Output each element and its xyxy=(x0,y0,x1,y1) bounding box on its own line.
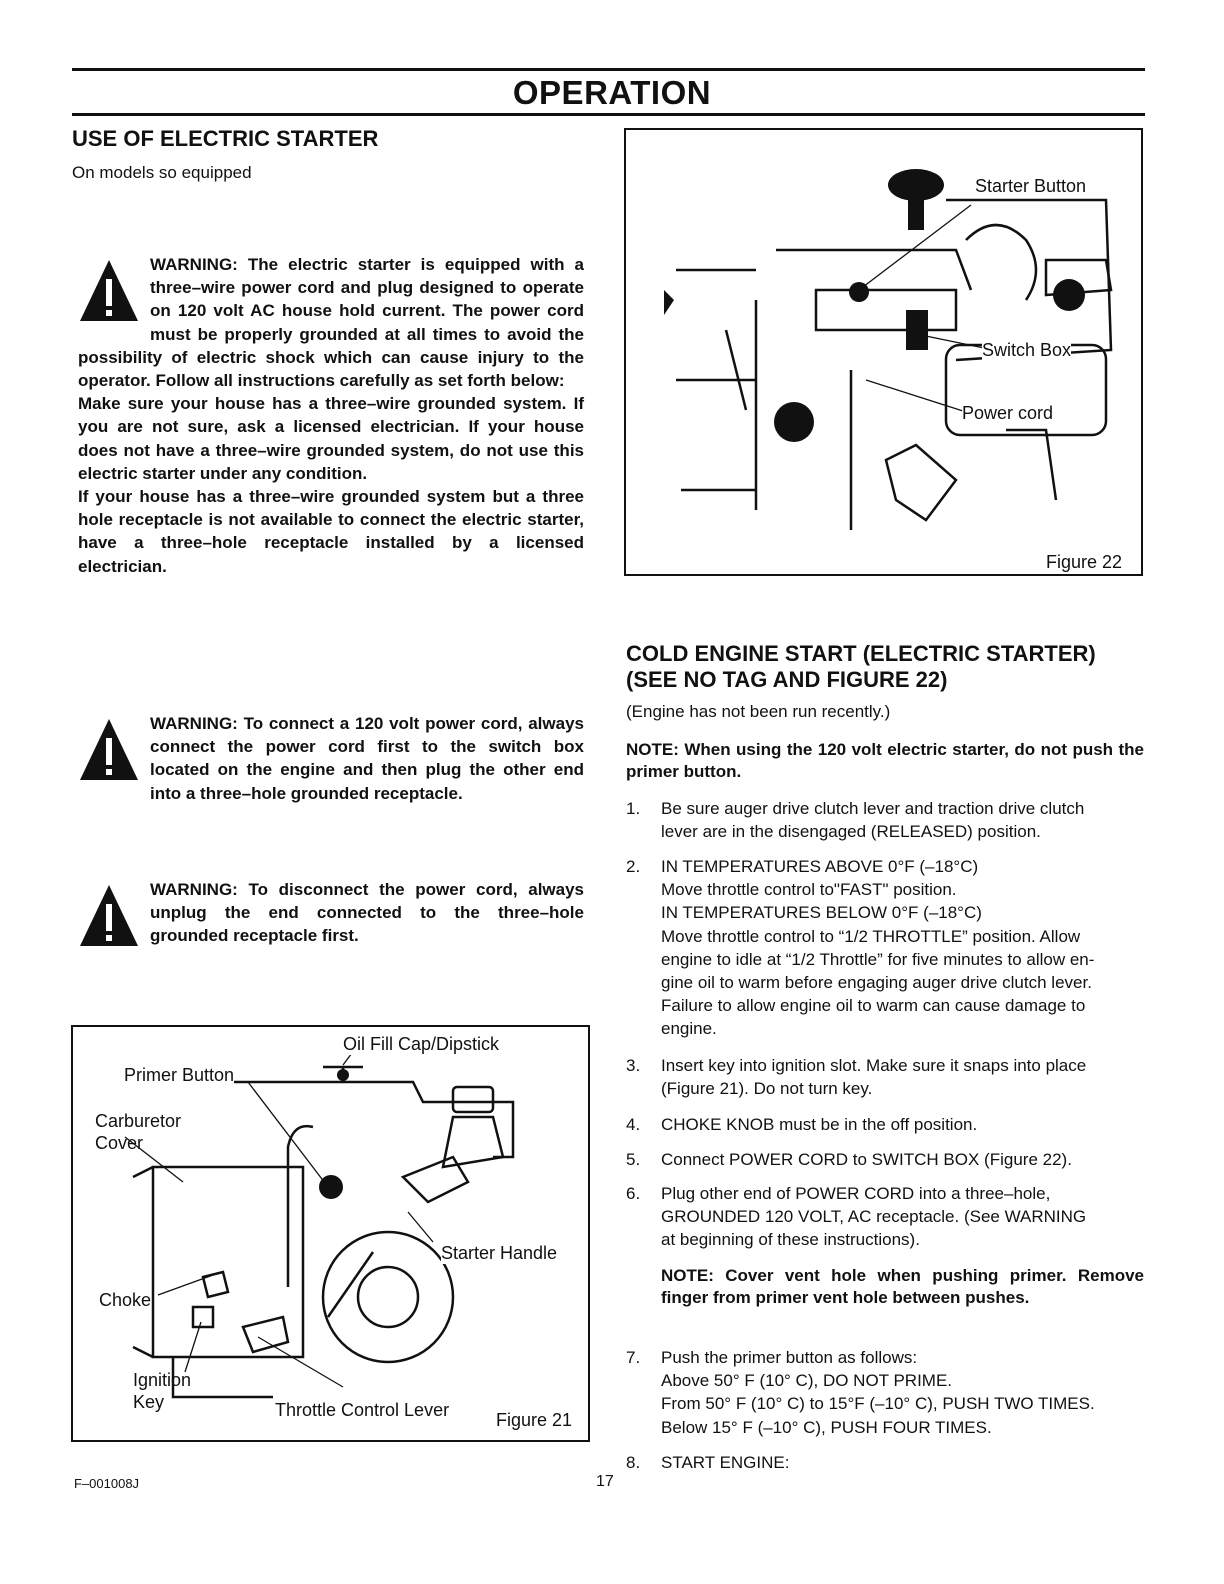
step-item xyxy=(626,1054,1144,1100)
figure-22 xyxy=(624,128,1143,576)
label-throttle-control-lever: Throttle Control Lever xyxy=(275,1400,450,1420)
step-number: 8. xyxy=(626,1453,641,1472)
step-line: Plug other end of POWER CORD into a three–hole, xyxy=(661,1184,1051,1203)
warning-text: If your house has a three–wire grounded system but a three hole receptacle is not available to connect the electric starter, have a three–hole receptacle installed by a licensed electrician. xyxy=(78,487,584,576)
step-item xyxy=(626,855,1144,1041)
section-heading-cold-engine-start xyxy=(626,641,1144,693)
label-starter-handle: Starter Handle xyxy=(441,1243,558,1263)
document-code: F–001008J xyxy=(74,1476,140,1491)
top-rule xyxy=(72,68,1145,71)
label-choke: Choke xyxy=(99,1290,152,1310)
warning-text: WARNING: To connect a 120 volt power cord, always connect the power cord first to the switch box located on the engine and then plug the other end into a three–hole grounded receptacle. xyxy=(150,714,584,803)
step-line: IN TEMPERATURES BELOW 0°F (–18°C) xyxy=(661,903,982,923)
step-line: Connect POWER CORD to SWITCH BOX (Figure 22). xyxy=(661,1150,1072,1169)
step-line: From 50° F (10° C) to 15°F (–10° C), PUSH TWO TIMES. xyxy=(661,1394,1095,1414)
step-item xyxy=(626,797,1144,843)
label-carburetor-cover xyxy=(95,1110,181,1154)
step-number: 5. xyxy=(626,1150,641,1169)
warning-block-1 xyxy=(78,253,584,578)
page-title: OPERATION xyxy=(512,74,712,111)
warning-text: WARNING: To disconnect the power cord, always unplug the end connected to the three–hole grounded receptacle first. xyxy=(150,880,584,946)
step-line: engine. xyxy=(661,1019,717,1039)
step-number: 3. xyxy=(626,1056,641,1075)
step-line: engine to idle at “1/2 Throttle” for five minutes to allow en- xyxy=(661,949,1095,969)
note-vent-hole: NOTE: Cover vent hole when pushing primer. Remove finger from primer vent hole between pushes. xyxy=(661,1266,1144,1307)
label-carburetor-line1: Carburetor xyxy=(95,1111,182,1131)
step-number: 7. xyxy=(626,1348,641,1367)
step-number: 6. xyxy=(626,1184,641,1203)
label-primer-button: Primer Button xyxy=(124,1065,235,1085)
step-number: 1. xyxy=(626,799,641,818)
label-carburetor-line2: Cover xyxy=(95,1133,144,1153)
note-primer: NOTE: When using the 120 volt electric starter, do not push the primer button. xyxy=(626,740,1144,781)
page-number: 17 xyxy=(596,1473,614,1490)
warning-triangle-icon xyxy=(78,257,140,323)
step-line: at beginning of these instructions). xyxy=(661,1230,920,1250)
step-line: Below 15° F (–10° C), PUSH FOUR TIMES. xyxy=(661,1417,992,1437)
warning-block-2 xyxy=(78,712,584,805)
step-number: 4. xyxy=(626,1115,641,1134)
step-line: IN TEMPERATURES ABOVE 0°F (–18°C) xyxy=(661,857,979,876)
step-line: Failure to allow engine oil to warm can cause damage to xyxy=(661,996,1086,1016)
label-oil-fill-cap: Oil Fill Cap/Dipstick xyxy=(343,1034,500,1054)
step-line: GROUNDED 120 VOLT, AC receptacle. (See WARNING xyxy=(661,1207,1087,1227)
section-heading-electric-starter: USE OF ELECTRIC STARTER xyxy=(72,126,379,151)
label-ignition-line2: Key xyxy=(133,1392,165,1412)
label-ignition-key xyxy=(133,1369,191,1413)
figure-22-caption: Figure 22 xyxy=(1046,552,1123,572)
step-item xyxy=(626,1346,1144,1439)
step-line: Be sure auger drive clutch lever and traction drive clutch xyxy=(661,799,1085,818)
step-line: START ENGINE: xyxy=(661,1453,790,1472)
label-power-cord: Power cord xyxy=(962,403,1054,423)
step-item xyxy=(626,1451,1144,1474)
section-subtitle: On models so equipped xyxy=(72,163,252,182)
warning-triangle-icon xyxy=(78,716,140,782)
step-line: gine oil to warm before engaging auger drive clutch lever. xyxy=(661,973,1092,993)
heading-line-1: COLD ENGINE START (ELECTRIC STARTER) xyxy=(626,641,1096,666)
step-item xyxy=(626,1148,1144,1171)
warning-triangle-icon xyxy=(78,882,140,948)
heading-line-2: (SEE NO TAG AND FIGURE 22) xyxy=(626,667,948,692)
step-line: Move throttle control to"FAST" position. xyxy=(661,880,957,900)
step-line: Push the primer button as follows: xyxy=(661,1348,918,1367)
warning-text: WARNING: The electric starter is equipped with a three–wire power cord and plug designed to operate on 120 volt AC house hold current. The power cord must be properly grounded at all times to avoid the possibility of electric shock which can cause injury to the operator. Follow all instructions carefully as set forth below: xyxy=(78,255,584,391)
step-number: 2. xyxy=(626,857,641,876)
label-ignition-line1: Ignition xyxy=(133,1370,192,1390)
figure-21-caption: Figure 21 xyxy=(496,1410,573,1430)
label-starter-button: Starter Button xyxy=(975,176,1087,196)
step-line: CHOKE KNOB must be in the off position. xyxy=(661,1115,978,1134)
label-switch-box: Switch Box xyxy=(982,340,1072,360)
step-line: Move throttle control to “1/2 THROTTLE” position. Allow xyxy=(661,926,1081,946)
step-item xyxy=(626,1182,1144,1252)
step-item xyxy=(626,1113,1144,1136)
intro-text: (Engine has not been run recently.) xyxy=(626,702,891,721)
warning-block-3 xyxy=(78,878,584,950)
title-underline xyxy=(72,113,1145,116)
step-line: Above 50° F (10° C), DO NOT PRIME. xyxy=(661,1371,953,1391)
step-line: (Figure 21). Do not turn key. xyxy=(661,1079,873,1099)
figure-21 xyxy=(71,1025,590,1442)
warning-text: Make sure your house has a three–wire grounded system. If you are not sure, ask a licensed electrician. If your house does not have a three–wire grounded system, do not use this electric starter under any condition. xyxy=(78,394,584,483)
step-line: lever are in the disengaged (RELEASED) position. xyxy=(661,822,1041,842)
step-line: Insert key into ignition slot. Make sure it snaps into place xyxy=(661,1056,1087,1075)
